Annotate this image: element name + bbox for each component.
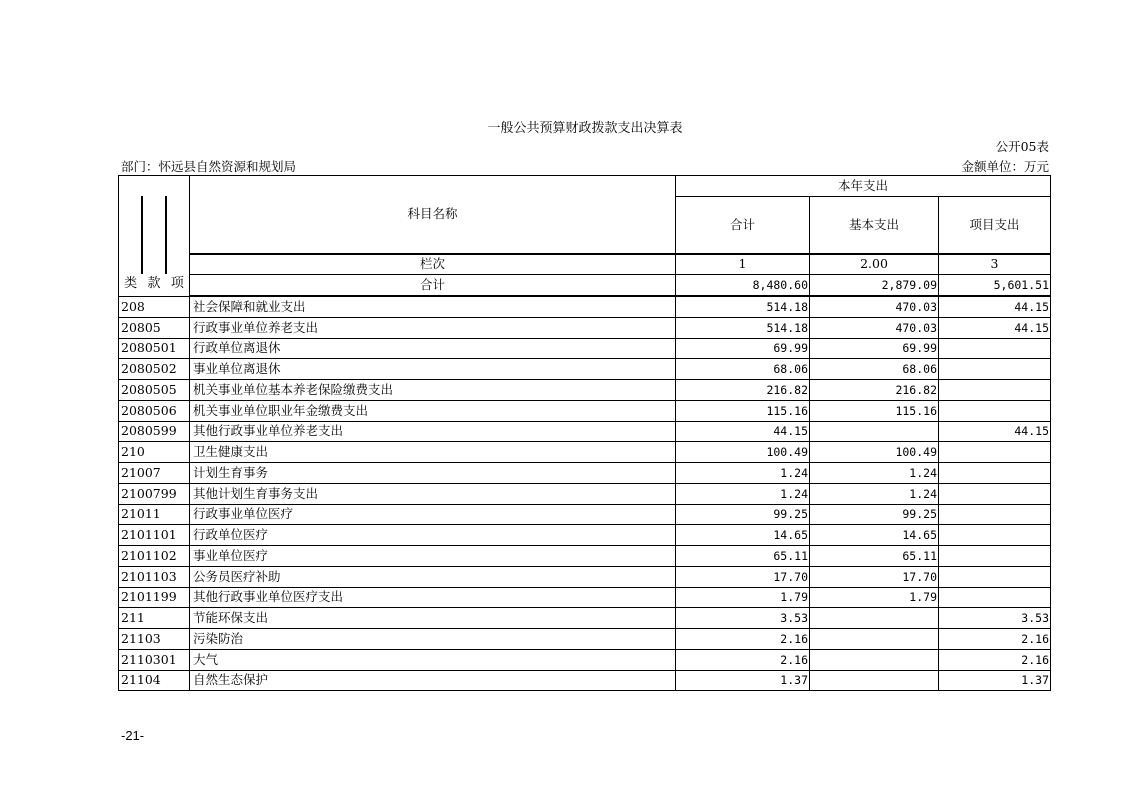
table-row <box>119 566 1051 587</box>
category-label-kuan: 款 <box>147 275 161 291</box>
row-basic-amount: 17.70 <box>810 566 939 587</box>
row-subject-name: 节能环保支出 <box>190 608 676 629</box>
row-basic-amount: 68.06 <box>810 359 939 380</box>
row-subject-name: 行政事业单位医疗 <box>190 504 676 525</box>
sum-basic: 2,879.09 <box>810 275 939 296</box>
row-code: 21011 <box>119 504 190 525</box>
department-label: 部门：怀远县自然资源和规划局 <box>121 159 297 174</box>
row-code: 2101199 <box>119 587 190 608</box>
table-row <box>119 483 1051 504</box>
current-year-header: 本年支出 <box>676 176 1051 197</box>
seq-total: 1 <box>676 254 810 275</box>
row-code: 210 <box>119 442 190 463</box>
row-project-amount: 2.16 <box>939 649 1051 670</box>
sum-project: 5,601.51 <box>939 275 1051 296</box>
row-total-amount: 3.53 <box>676 608 810 629</box>
row-basic-amount: 115.16 <box>810 400 939 421</box>
table-row <box>119 587 1051 608</box>
row-subject-name: 机关事业单位职业年金缴费支出 <box>190 400 676 421</box>
row-basic-amount: 69.99 <box>810 338 939 359</box>
row-subject-name: 其他行政事业单位医疗支出 <box>190 587 676 608</box>
row-total-amount: 2.16 <box>676 629 810 650</box>
row-basic-amount <box>810 629 939 650</box>
table-row <box>119 670 1051 691</box>
row-subject-name: 社会保障和就业支出 <box>190 296 676 317</box>
row-basic-amount: 1.24 <box>810 463 939 484</box>
row-project-amount <box>939 338 1051 359</box>
row-project-amount <box>939 463 1051 484</box>
row-subject-name: 自然生态保护 <box>190 670 676 691</box>
table-row <box>119 504 1051 525</box>
row-basic-amount: 99.25 <box>810 504 939 525</box>
row-total-amount: 514.18 <box>676 317 810 338</box>
row-code: 2101101 <box>119 525 190 546</box>
row-total-amount: 17.70 <box>676 566 810 587</box>
row-project-amount <box>939 587 1051 608</box>
row-project-amount <box>939 442 1051 463</box>
total-column-header: 合计 <box>676 197 810 254</box>
row-project-amount <box>939 380 1051 401</box>
row-basic-amount: 14.65 <box>810 525 939 546</box>
row-subject-name: 行政事业单位养老支出 <box>190 317 676 338</box>
basic-column-header: 基本支出 <box>810 197 939 254</box>
row-total-amount: 1.37 <box>676 670 810 691</box>
row-basic-amount: 216.82 <box>810 380 939 401</box>
row-project-amount: 44.15 <box>939 421 1051 442</box>
row-project-amount <box>939 504 1051 525</box>
row-total-amount: 68.06 <box>676 359 810 380</box>
row-basic-amount: 65.11 <box>810 546 939 567</box>
row-code: 2080505 <box>119 380 190 401</box>
table-row <box>119 525 1051 546</box>
row-basic-amount: 470.03 <box>810 317 939 338</box>
row-total-amount: 216.82 <box>676 380 810 401</box>
row-basic-amount <box>810 670 939 691</box>
row-project-amount: 44.15 <box>939 317 1051 338</box>
table-row <box>119 400 1051 421</box>
row-basic-amount: 470.03 <box>810 296 939 317</box>
row-total-amount: 100.49 <box>676 442 810 463</box>
seq-label: 栏次 <box>190 254 676 275</box>
row-basic-amount <box>810 421 939 442</box>
row-code: 20805 <box>119 317 190 338</box>
row-basic-amount: 1.24 <box>810 483 939 504</box>
row-subject-name: 其他行政事业单位养老支出 <box>190 421 676 442</box>
row-project-amount <box>939 400 1051 421</box>
row-basic-amount <box>810 608 939 629</box>
category-label-xiang: 项 <box>170 275 184 291</box>
row-subject-name: 计划生育事务 <box>190 463 676 484</box>
row-code: 21007 <box>119 463 190 484</box>
row-total-amount: 1.24 <box>676 483 810 504</box>
row-subject-name: 机关事业单位基本养老保险缴费支出 <box>190 380 676 401</box>
row-code: 2101103 <box>119 566 190 587</box>
row-project-amount: 1.37 <box>939 670 1051 691</box>
row-code: 2080501 <box>119 338 190 359</box>
row-subject-name: 卫生健康支出 <box>190 442 676 463</box>
row-project-amount <box>939 546 1051 567</box>
sum-label: 合计 <box>190 275 676 296</box>
row-project-amount <box>939 525 1051 546</box>
row-total-amount: 1.79 <box>676 587 810 608</box>
table-row <box>119 463 1051 484</box>
table-row <box>119 380 1051 401</box>
row-project-amount: 2.16 <box>939 629 1051 650</box>
row-total-amount: 1.24 <box>676 463 810 484</box>
category-label-lei: 类 <box>124 275 138 291</box>
row-subject-name: 大气 <box>190 649 676 670</box>
row-code: 21104 <box>119 670 190 691</box>
row-project-amount <box>939 359 1051 380</box>
row-code: 2110301 <box>119 649 190 670</box>
amount-unit-label: 金额单位：万元 <box>961 159 1049 174</box>
project-column-header: 项目支出 <box>939 197 1051 254</box>
row-basic-amount: 100.49 <box>810 442 939 463</box>
row-basic-amount: 1.79 <box>810 587 939 608</box>
row-total-amount: 2.16 <box>676 649 810 670</box>
page-number: -21- <box>121 728 145 743</box>
row-total-amount: 115.16 <box>676 400 810 421</box>
row-project-amount <box>939 566 1051 587</box>
row-code: 2101102 <box>119 546 190 567</box>
form-number: 公开05表 <box>995 139 1049 154</box>
table-row <box>119 629 1051 650</box>
row-total-amount: 14.65 <box>676 525 810 546</box>
row-code: 211 <box>119 608 190 629</box>
subject-name-header: 科目名称 <box>190 176 676 254</box>
report-title: 一般公共预算财政拨款支出决算表 <box>487 121 683 136</box>
table-row <box>119 359 1051 380</box>
row-total-amount: 69.99 <box>676 338 810 359</box>
row-subject-name: 事业单位离退休 <box>190 359 676 380</box>
row-project-amount: 44.15 <box>939 296 1051 317</box>
seq-basic: 2.00 <box>810 254 939 275</box>
table-row <box>119 421 1051 442</box>
row-total-amount: 99.25 <box>676 504 810 525</box>
row-subject-name: 污染防治 <box>190 629 676 650</box>
row-code: 2080502 <box>119 359 190 380</box>
sum-total: 8,480.60 <box>676 275 810 296</box>
seq-project: 3 <box>939 254 1051 275</box>
row-basic-amount <box>810 649 939 670</box>
row-subject-name: 其他计划生育事务支出 <box>190 483 676 504</box>
row-total-amount: 514.18 <box>676 296 810 317</box>
row-subject-name: 公务员医疗补助 <box>190 566 676 587</box>
table-row <box>119 546 1051 567</box>
table-row <box>119 649 1051 670</box>
row-code: 208 <box>119 296 190 317</box>
row-project-amount: 3.53 <box>939 608 1051 629</box>
row-subject-name: 行政单位离退休 <box>190 338 676 359</box>
table-row <box>119 338 1051 359</box>
row-code: 2080599 <box>119 421 190 442</box>
row-code: 21103 <box>119 629 190 650</box>
table-row <box>119 608 1051 629</box>
row-total-amount: 65.11 <box>676 546 810 567</box>
expenditure-table <box>118 175 1051 691</box>
table-row <box>119 317 1051 338</box>
row-total-amount: 44.15 <box>676 421 810 442</box>
row-subject-name: 事业单位医疗 <box>190 546 676 567</box>
category-header-cell <box>119 176 190 297</box>
table-row <box>119 442 1051 463</box>
row-code: 2080506 <box>119 400 190 421</box>
table-row <box>119 296 1051 317</box>
row-code: 2100799 <box>119 483 190 504</box>
row-project-amount <box>939 483 1051 504</box>
row-subject-name: 行政单位医疗 <box>190 525 676 546</box>
